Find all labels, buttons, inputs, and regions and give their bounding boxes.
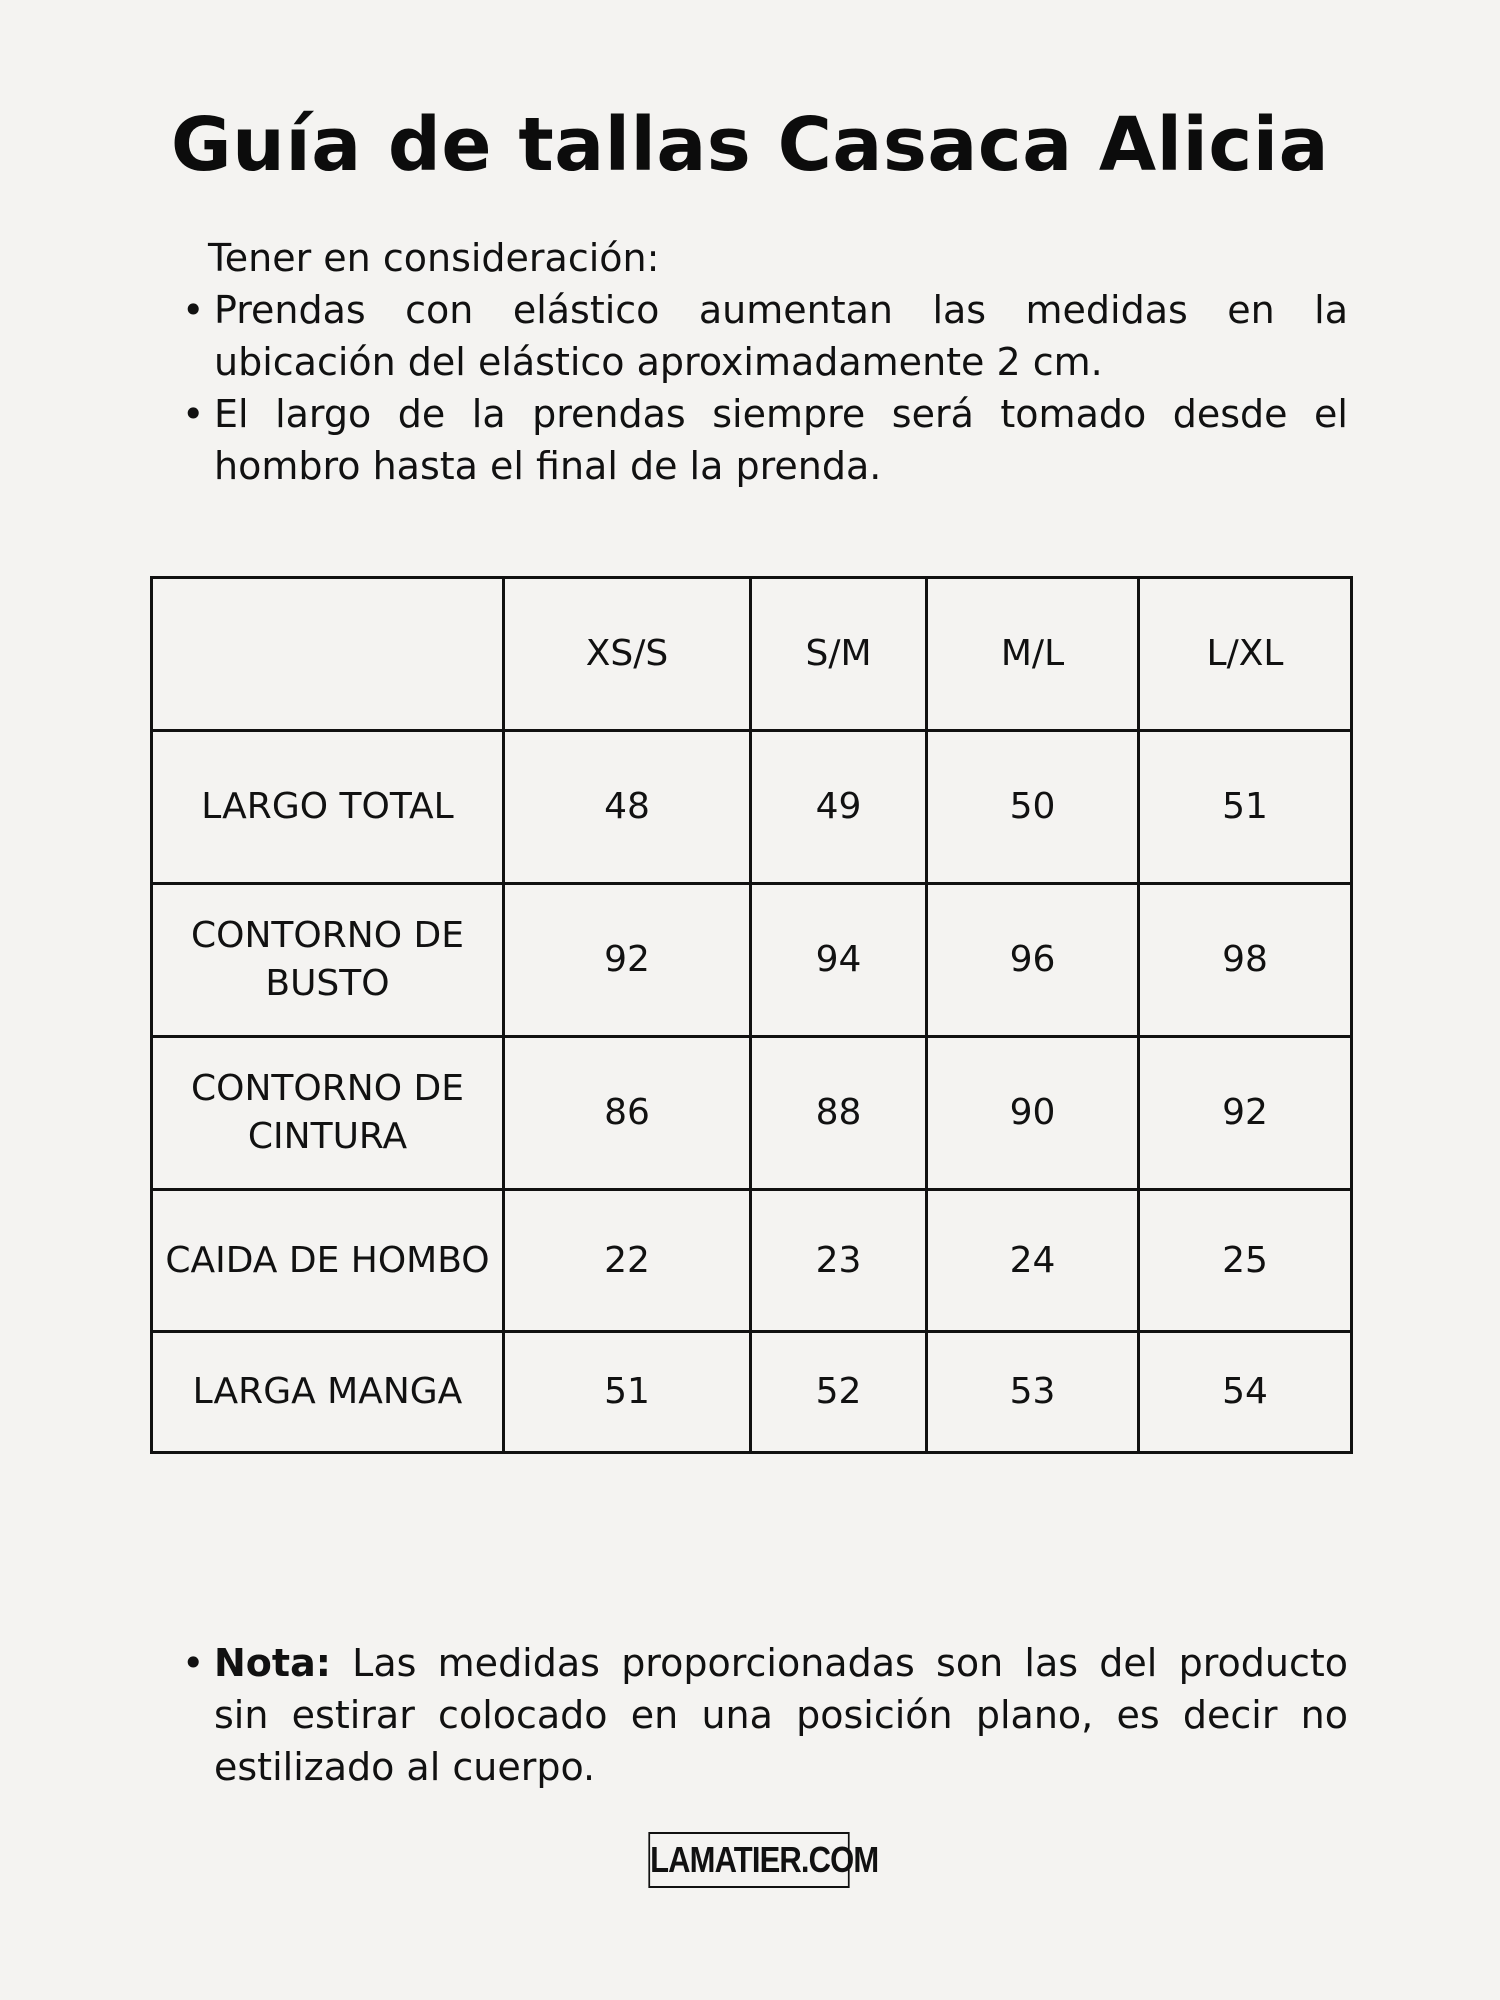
table-cell: 92 [1139, 1037, 1352, 1190]
considerations-heading: Tener en consideración: [208, 236, 660, 280]
table-cell: 49 [751, 731, 927, 884]
list-item [180, 1637, 1348, 1793]
table-cell: 53 [927, 1332, 1139, 1453]
column-header: L/XL [1139, 578, 1352, 731]
website-label: LAMATIER.COM [648, 1832, 849, 1888]
table-corner-cell [152, 578, 504, 731]
table-cell: 51 [1139, 731, 1352, 884]
table-cell: 88 [751, 1037, 927, 1190]
note-list [180, 1637, 1348, 1793]
bullet-icon: • [182, 288, 205, 332]
table-row [152, 1332, 1352, 1453]
column-header: S/M [751, 578, 927, 731]
column-header: M/L [927, 578, 1139, 731]
table-cell: 52 [751, 1332, 927, 1453]
table-cell: 22 [504, 1190, 751, 1332]
size-table [150, 576, 1353, 1454]
consideration-text: Prendas con elástico aumentan las medidas en la ubicación del elástico aproximadamente 2 cm. [214, 288, 1348, 384]
consideration-text: El largo de la prendas siempre será tomado desde el hombro hasta el final de la prenda. [214, 392, 1348, 488]
table-header-row [152, 578, 1352, 731]
bullet-icon: • [182, 392, 205, 436]
list-item [180, 388, 1348, 492]
table-row [152, 731, 1352, 884]
table-cell: 50 [927, 731, 1139, 884]
table-cell: 25 [1139, 1190, 1352, 1332]
table-cell: 92 [504, 884, 751, 1037]
table-cell: 24 [927, 1190, 1139, 1332]
row-label: CAIDA DE HOMBO [152, 1190, 504, 1332]
considerations-list [180, 284, 1348, 492]
row-label: LARGO TOTAL [152, 731, 504, 884]
table-cell: 86 [504, 1037, 751, 1190]
table-cell: 48 [504, 731, 751, 884]
table-cell: 96 [927, 884, 1139, 1037]
row-label: CONTORNO DE CINTURA [152, 1037, 504, 1190]
list-item [180, 284, 1348, 388]
note-label: Nota: [214, 1641, 331, 1685]
page-title: Guía de tallas Casaca Alicia [170, 102, 1330, 188]
table-cell: 51 [504, 1332, 751, 1453]
table-cell: 54 [1139, 1332, 1352, 1453]
table-cell: 98 [1139, 884, 1352, 1037]
table-cell: 23 [751, 1190, 927, 1332]
column-header: XS/S [504, 578, 751, 731]
table-row [152, 1190, 1352, 1332]
table-cell: 94 [751, 884, 927, 1037]
row-label: CONTORNO DE BUSTO [152, 884, 504, 1037]
note-text: Las medidas proporcionadas son las del producto sin estirar colocado en una posición plano, es decir no estilizado al cuerpo. [214, 1641, 1348, 1789]
bullet-icon: • [182, 1641, 205, 1685]
row-label: LARGA MANGA [152, 1332, 504, 1453]
table-row [152, 1037, 1352, 1190]
table-cell: 90 [927, 1037, 1139, 1190]
table-row [152, 884, 1352, 1037]
